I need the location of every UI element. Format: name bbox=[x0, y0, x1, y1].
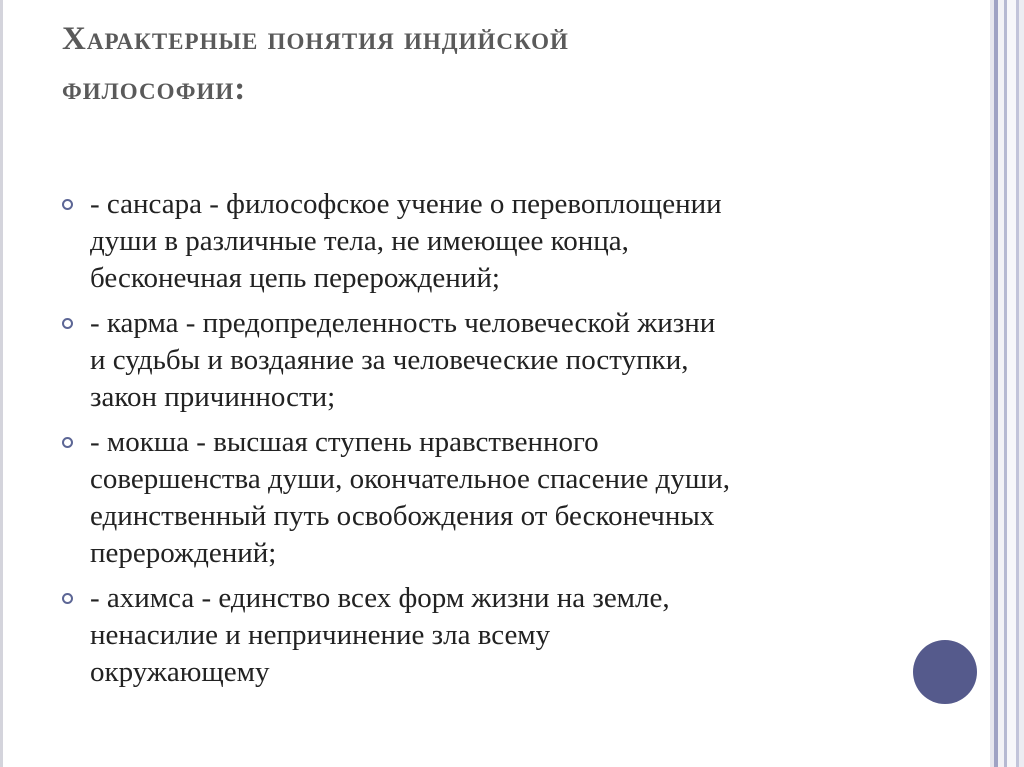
bullet-text-line: единственный путь освобождения от бесконечных bbox=[90, 500, 715, 532]
edge-stripe bbox=[1019, 0, 1024, 767]
bullet-marker-icon bbox=[62, 199, 73, 210]
bullet-text-line: совершенства души, окончательное спасение души, bbox=[90, 463, 731, 495]
bullet-marker-icon bbox=[62, 593, 73, 604]
bullet-item-samsara bbox=[62, 186, 902, 297]
bullet-text-line: - мокша - высшая ступень нравственного bbox=[90, 426, 599, 458]
slide-title-line: философии: bbox=[62, 71, 247, 107]
bullet-text-line: ненасилие и непричинение зла всему bbox=[90, 619, 551, 651]
bullet-text-line: бесконечная цепь перерождений; bbox=[90, 262, 500, 294]
bullet-text-line: - ахимса - единство всех форм жизни на земле, bbox=[90, 582, 670, 614]
bullet-text-line: перерождений; bbox=[90, 537, 277, 569]
bullet-text-line: - сансара - философское учение о перевоплощении bbox=[90, 188, 722, 220]
decorative-circle bbox=[913, 640, 977, 704]
bullet-text-line: окружающему bbox=[90, 656, 270, 688]
bullet-list bbox=[62, 186, 902, 699]
bullet-text-line: и судьбы и воздаяние за человеческие поступки, bbox=[90, 344, 689, 376]
bullet-item-karma bbox=[62, 305, 902, 416]
bullet-text-line: закон причинности; bbox=[90, 381, 336, 413]
slide-title bbox=[62, 14, 942, 114]
bullet-text-line: души в различные тела, не имеющее конца, bbox=[90, 225, 629, 257]
bullet-marker-icon bbox=[62, 318, 73, 329]
bullet-text-line: - карма - предопределенность человеческой жизни bbox=[90, 307, 716, 339]
bullet-marker-icon bbox=[62, 437, 73, 448]
bullet-item-ahimsa bbox=[62, 580, 902, 691]
bullet-item-moksha bbox=[62, 424, 902, 572]
edge-stripe bbox=[1007, 0, 1016, 767]
slide-title-line: Характерные понятия индийской bbox=[62, 21, 569, 57]
